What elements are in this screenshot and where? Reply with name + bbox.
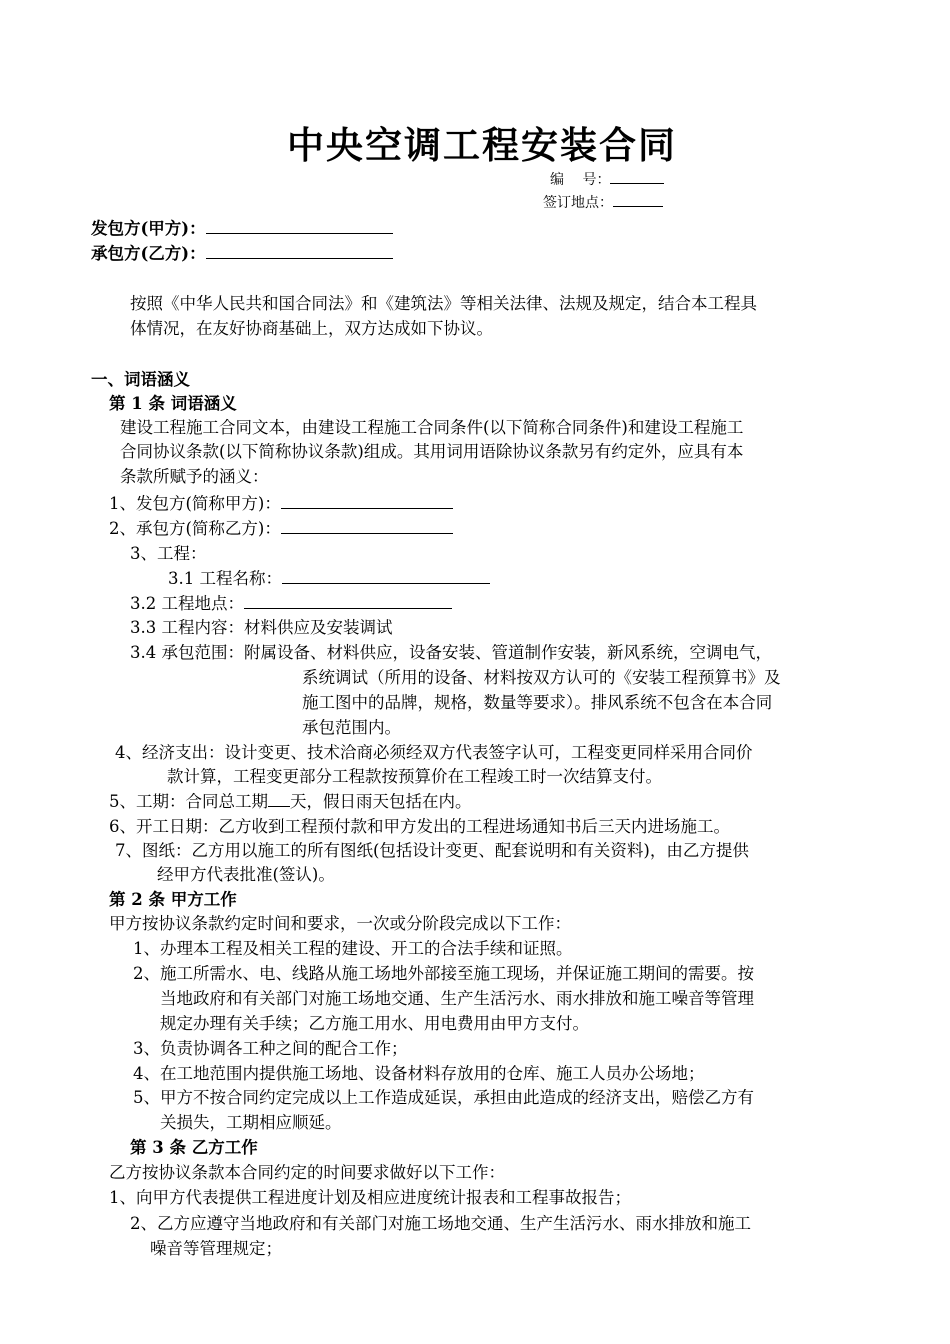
page-title: 中央空调工程安装合同 — [287, 123, 677, 167]
item-1-party-a: 1、发包方(简称甲方)： — [109, 490, 453, 514]
party-a-line: 发包方(甲方)： — [91, 215, 393, 239]
item-3-4-scope-line: 施工图中的品牌，规格，数量等要求）。排风系统不包含在本合同 — [302, 693, 773, 712]
article-1-heading: 第 1 条 词语涵义 — [109, 394, 237, 413]
article-2-intro: 甲方按协议条款约定时间和要求，一次或分阶段完成以下工作： — [109, 914, 571, 933]
project-name-blank — [282, 568, 490, 584]
duration-days-blank — [268, 791, 290, 807]
item-3-4-scope-line: 3.4 承包范围：附属设备、材料供应，设备安装、管道制作安装，新风系统，空调电气， — [130, 643, 772, 662]
party-a-blank — [206, 218, 393, 234]
article-1-paragraph-line: 建设工程施工合同文本，由建设工程施工合同条件(以下简称合同条件)和建设工程施工 — [120, 418, 744, 437]
item-3-project: 3、工程： — [130, 544, 207, 563]
article-1-paragraph-line: 合同协议条款(以下简称协议条款)组成。其用词用语除协议条款另有约定外，应具有本 — [120, 442, 744, 461]
article-2-item: 3、负责协调各工种之间的配合工作； — [133, 1039, 408, 1058]
article-3-item: 1、向甲方代表提供工程进度计划及相应进度统计报表和工程事故报告； — [109, 1188, 631, 1207]
item-5-duration: 5、工期：合同总工期 天，假日雨天包括在内。 — [109, 792, 472, 811]
article-2-item: 5、甲方不按合同约定完成以上工作造成延误，承担由此造成的经济支出，赔偿乙方有 — [133, 1088, 754, 1107]
item-6-start-date: 6、开工日期：乙方收到工程预付款和甲方发出的工程进场通知书后三天内进场施工。 — [109, 817, 730, 836]
article-2-item-line: 关损失，工期相应顺延。 — [160, 1113, 342, 1132]
item-2-party-b: 2、承包方(简称乙方)： — [109, 515, 453, 539]
item-4-expenses-line: 4、经济支出：设计变更、技术洽商必须经双方代表签字认可，工程变更同样采用合同价 — [115, 743, 753, 762]
item-3-4-scope-line: 系统调试（所用的设备、材料按双方认可的《安装工程预算书》及 — [302, 668, 781, 687]
article-2-item: 2、施工所需水、电、线路从施工场地外部接至施工现场，并保证施工期间的需要。按 — [133, 964, 754, 983]
item-3-3-project-content: 3.3 工程内容：材料供应及安装调试 — [130, 618, 393, 637]
project-location-blank — [244, 593, 452, 609]
contract-number-blank — [610, 168, 664, 184]
article-2-item-line: 当地政府和有关部门对施工场地交通、生产生活污水、雨水排放和施工噪音等管理 — [160, 989, 754, 1008]
item-3-4-scope-line: 承包范围内。 — [302, 718, 401, 737]
article-2-item-line: 规定办理有关手续；乙方施工用水、用电费用由甲方支付。 — [160, 1014, 589, 1033]
article-3-intro: 乙方按协议条款本合同约定的时间要求做好以下工作： — [109, 1163, 505, 1182]
item-3-1-project-name: 3.1 工程名称： — [168, 565, 490, 589]
article-3-item: 2、乙方应遵守当地政府和有关部门对施工场地交通、生产生活污水、雨水排放和施工 — [130, 1214, 751, 1233]
item-2-blank — [281, 518, 453, 534]
item-4-expenses-line: 款计算，工程变更部分工程款按预算价在工程竣工时一次结算支付。 — [167, 767, 662, 786]
article-2-item: 1、办理本工程及相关工程的建设、开工的合法手续和证照。 — [133, 939, 573, 958]
party-b-line: 承包方(乙方)： — [91, 240, 393, 264]
item-7-drawings-line: 经甲方代表批准(签认)。 — [157, 865, 335, 884]
signing-place-blank — [613, 191, 663, 207]
party-b-blank — [206, 243, 393, 259]
article-3-heading: 第 3 条 乙方工作 — [130, 1138, 258, 1157]
contract-number-label: 编 号： — [550, 168, 664, 189]
intro-line-1: 按照《中华人民共和国合同法》和《建筑法》等相关法律、法规及规定，结合本工程具 — [130, 294, 757, 313]
section-1-heading: 一、词语涵义 — [91, 370, 190, 389]
intro-line-2: 体情况，在友好协商基础上，双方达成如下协议。 — [130, 319, 493, 338]
article-2-heading: 第 2 条 甲方工作 — [109, 890, 237, 909]
signing-place-label: 签订地点： — [543, 191, 663, 212]
article-2-item: 4、在工地范围内提供施工场地、设备材料存放用的仓库、施工人员办公场地； — [133, 1064, 705, 1083]
article-1-paragraph-line: 条款所赋予的涵义： — [120, 467, 269, 486]
article-3-item-line: 噪音等管理规定； — [150, 1239, 282, 1258]
item-1-blank — [281, 493, 453, 509]
item-3-2-project-location: 3.2 工程地点： — [130, 590, 452, 614]
item-7-drawings-line: 7、图纸：乙方用以施工的所有图纸(包括设计变更、配套说明和有关资料)，由乙方提供 — [115, 841, 749, 860]
